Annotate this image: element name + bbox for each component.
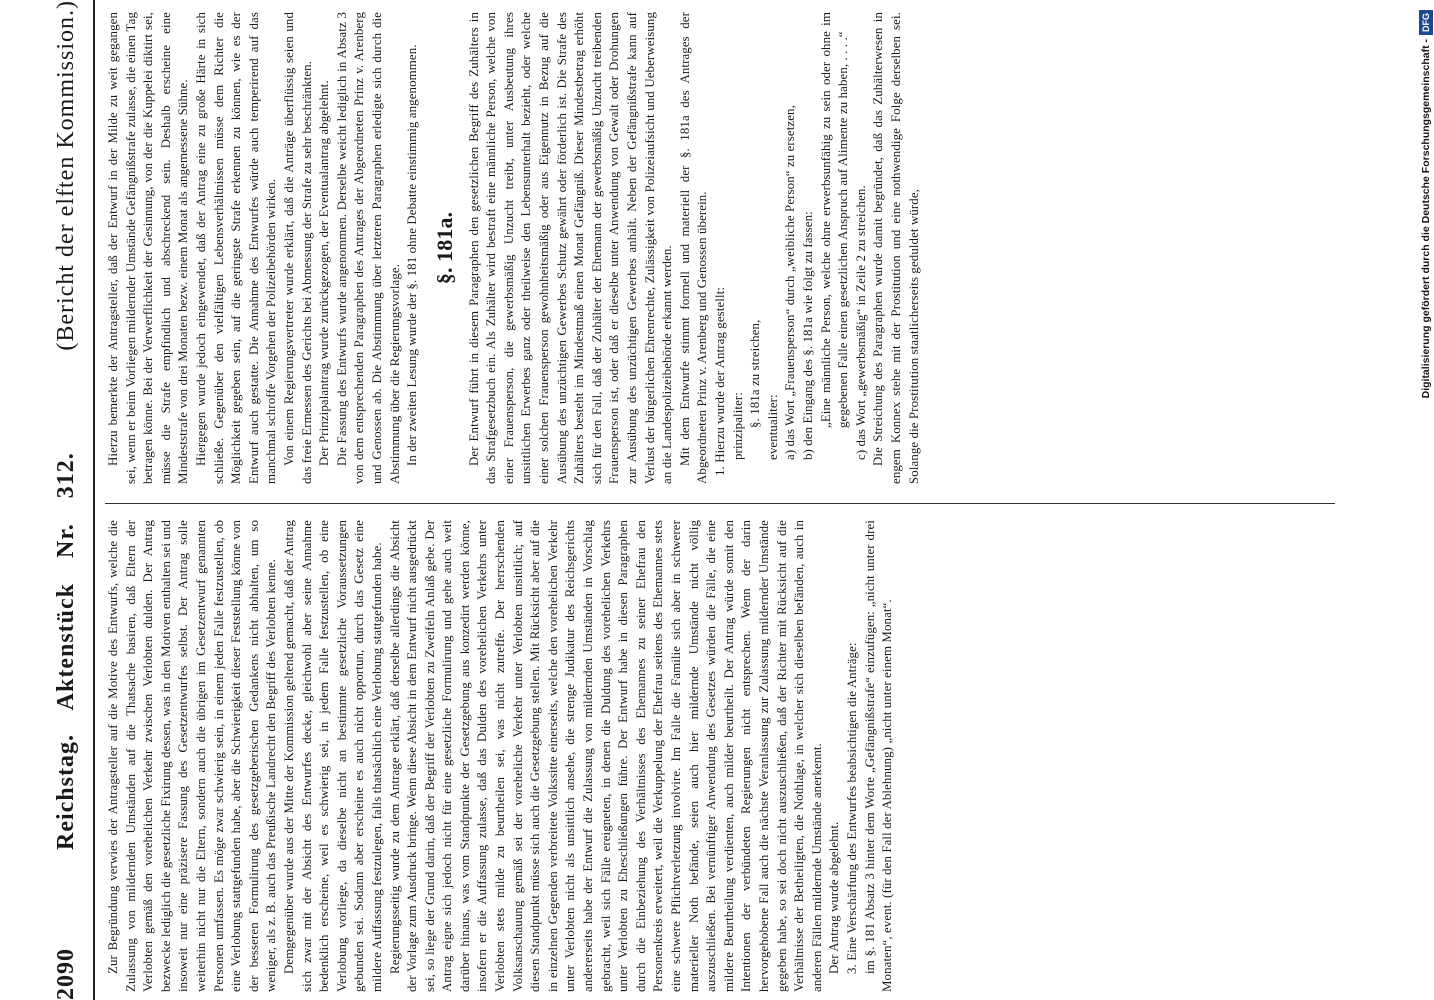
amendment-item-a: a) das Wort „Frauensperson“ durch „weibliche Person“ zu ersetzen, xyxy=(783,105,798,460)
prinzipaliter-label: prinzipaliter: xyxy=(730,392,745,460)
paragraph: Mit dem Entwurfe stimmt formell und materiell der §. 181a des Antrages der Abgeordneten Prinz v. Arenberg und Genossen überein. xyxy=(677,12,710,484)
paragraph: 3. Eine Verschärfung des Entwurfes beabsichtigen die Anträge: xyxy=(844,642,859,974)
page-header xyxy=(45,0,89,1000)
column-divider xyxy=(105,503,1335,504)
digitization-notice xyxy=(1419,10,1433,995)
header-rule xyxy=(93,0,95,1000)
digitization-text: Digitalisierung gefördert durch die Deutsche Forschungsgemeinschaft - xyxy=(1420,39,1432,399)
eventualiter-label: eventualiter: xyxy=(765,394,780,460)
paragraph: Die Streichung des Paragraphen wurde damit begründet, daß das Zuhälterwesen in engem Konnex stehe mit der Prostitution und eine nothwendige Folge derselben sei. Solange die Prostitution staatlicherseits geduldet würde, xyxy=(871,12,921,484)
paragraph: Demgegenüber wurde aus der Mitte der Kommission geltend gemacht, daß der Antrag sich zwar mit der Absicht des Entwurfes decke, gleichwohl aber seine Annahme bedenklich erscheine, weil es schwierig sei, in jedem Falle festzustellen, ob eine Verlobung vorliege, da dieselbe nicht an bestimmte gesetzliche Voraussetzungen gebunden sei. Sodann aber erscheine es auch nicht opportun, durch das Gesetz eine mildere Auffassung festzulegen, falls thatsächlich eine Verlobung stattgefunden habe. xyxy=(281,520,384,992)
right-column xyxy=(105,12,923,484)
digitization-text-wrapper xyxy=(1419,10,1433,995)
section-heading: §. 181a. xyxy=(431,211,457,285)
paragraph: im §. 181 Absatz 3 hinter dem Worte „Gefängnißstrafe“ einzufügen: „nicht unter drei Monaten“, event. (für den Fall der Ablehnung) „nicht unter einem Monat“. xyxy=(862,520,895,992)
paragraph: Die Fassung des Entwurfs wurde angenommen. Derselbe weicht lediglich in Absatz 3 von dem entsprechenden Paragraphen des Antrages der Abgeordneten Prinz v. Arenberg und Genossen ab. Die Abstimmung über letzteren Paragraphen erledigte sich durch die Abstimmung über die Regierungsvorlage. xyxy=(334,12,402,484)
paragraph: Zur Begründung verwies der Antragsteller auf die Motive des Entwurfs, welche die Zulassung von mildernden Umständen auf die Thatsache basiren, daß Eltern der Verlobten gemäß den vorehelichen Verkehr zwischen Verlobten dulden. Der Antrag bezwecke lediglich die gesetzliche Fixirung dessen, was in den Motiven enthalten sei und insoweit nur eine präzisere Fassung des Gesetzentwurfes selbst. Der Antrag solle weiterhin nicht nur die Eltern, sondern auch die übrigen im Gesetzentwurf genannten Personen umfassen. Es möge zwar schwierig sein, in einem jeden Falle festzustellen, ob eine Verlobung stattgefunden habe, aber die Schwierigkeit dieser Feststellung könne von der besseren Formulirung des gesetzgeberischen Gedankens nicht abhalten, um so weniger, als z. B. auch das Preußische Landrecht den Begriff des Verlobten kenne. xyxy=(106,520,279,992)
amendment-item-b: b) den Eingang des §. 181a wie folgt zu fassen: xyxy=(800,211,815,460)
paragraph: Hierzu bemerkte der Antragsteller, daß der Entwurf in der Milde zu weit gegangen sei, wenn er beim Vorliegen mildernder Umstände Gefängnißstrafe zulasse, die einen Tag betragen könne. Bei der Verwerflichkeit der Gesinnung, von der die Kuppelei diktirt sei, müsse die Strafe empfindlich und abschreckend sein. Deshalb erscheine eine Mindeststrafe von drei Monaten bezw. einem Monat als angemessene Sühne. xyxy=(106,12,191,484)
paragraph: In der zweiten Lesung wurde der §. 181 ohne Debatte einstimmig angenommen. xyxy=(405,44,420,466)
report-title: (Bericht der elften Kommission.) xyxy=(53,0,79,351)
paragraph: Hiergegen wurde jedoch eingewendet, daß der Antrag eine zu große Härte in sich schließe. Gegenüber den vielfältigen Lebensverhältnissen müsse dem Richter die Möglichkeit gegeben sein, auf die geringste Strafe erkennen zu können, wie es der Entwurf auch gestatte. Die Annahme des Entwurfes würde auch temperirend auf das manchmal schroffe Vorgehen der Polizeibehörden wirken. xyxy=(193,12,279,484)
paragraph: Von einem Regierungsvertreter wurde erklärt, daß die Anträge überflüssig seien und das freie Ermessen des Gerichts bei Abmessung der Strafe zu sehr beschränkten. xyxy=(281,12,314,484)
prinzipaliter-text: §. 181a zu streichen, xyxy=(748,319,763,428)
paragraph: Der Antrag wurde abgelehnt. xyxy=(827,821,842,974)
amendment-item-c: c) das Wort „gewerbsmäßig“ in Zeile 2 zu streichen. xyxy=(853,185,868,460)
paragraph: Regierungsseitig wurde zu dem Antrage erklärt, daß derselbe allerdings die Absicht der Vorlage zum Ausdruck bringe. Wenn diese Absicht in dem Entwurf nicht ausgedrückt sei, so liege der Grund darin, daß der Begriff der Verlobten zu Zweifeln Anlaß gebe. Der Antrag eigne sich jedoch nicht für eine gesetzliche Formulirung und gehe auch weit darüber hinaus, was vom Standpunkte der Gesetzgebung aus konzedirt werden könne, insofern er die Auffassung zulasse, daß das Dulden des vorehelichen Verkehrs unter Verlobten stets milde zu beurtheilen sei, was nicht zutreffe. Der herrschenden Volksanschauung gemäß sei der voreheliche Verkehr unter Verlobten unsittlich; auf diesen Standpunkt müsse sich auch die Gesetzgebung stellen. Mit Rücksicht aber auf die in einzelnen Gegenden verbreitete Volkssitte einerseits, welche den vorehelichen Verkehr unter Verlobten nicht als unsittlich ansehe, die strenge Judikatur des Reichsgerichts andererseits habe der Entwurf die Zulassung von mildernden Umständen in Vorschlag gebracht, weil sich Fälle ereigneten, in denen die Duldung des vorehelichen Verkehrs unter Verlobten zu Eheschließungen führe. Der Entwurf habe in diesen Paragraphen durch die Einbeziehung des Verhältnisses des Ehemannes zu seiner Ehefrau den Personenkreis erweitert, weil die Verkuppelung der Ehefrau seitens des Ehemannes stets eine schwere Pflichtverletzung involvire. Im Falle die Familie sich aber in schwerer materieller Noth befände, seien auch hier mildernde Umstände nicht völlig auszuschließen. Bei vernünftiger Anwendung des Gesetzes würden die Fälle, die eine mildere Beurtheilung verdienten, auch milder beurtheilt. Der Antrag würde somit den Intentionen der verbündeten Regierungen nicht entsprechen. Wenn der darin hervorgehobene Fall auch die nächste Veranlassung zur Zulassung mildernder Umstände gegeben habe, so sei doch nicht auszuschließen, daß der Richter mit Rücksicht auf die Verhältnisse der Betheiligten, die Nothlage, in welcher sich dieselben befänden, auch in anderen Fällen mildernde Umstände anerkennt. xyxy=(387,520,824,992)
amendment-intro: 1. Hierzu wurde der Antrag gestellt: xyxy=(713,286,727,476)
left-column xyxy=(105,520,897,992)
document-page xyxy=(45,0,1400,1000)
page-number: 2090 xyxy=(53,948,79,1000)
paragraph: Der Prinzipalantrag wurde zurückgezogen, der Eventualantrag abgelehnt. xyxy=(317,80,332,466)
paragraph: Der Entwurf führt in diesem Paragraphen den gesetzlichen Begriff des Zuhälters in das Strafgesetzbuch ein. Als Zuhälter wird bestraft eine männliche Person, welche von einer Frauensperson, die gewerbsmäßig Unzucht treibt, unter Ausbeutung ihres unsittlichen Erwerbes ganz oder theilweise den Lebensunterhalt bezieht, oder welche einer solchen Frauensperson gewohnheitsmäßig oder aus Eigennutz in Bezug auf die Ausübung des unzüchtigen Gewerbes Schutz gewährt oder förderlich ist. Die Strafe des Zuhälters besteht im Mindestmaß einen Monat Gefängniß. Dieser Mindestbetrag erhöht sich für den Fall, daß der Zuhälter der Ehemann der gewerbsmäßig Unzucht treibenden Frauensperson ist, oder daß er dieselbe unter Anwendung von Gewalt oder Drohungen zur Ausübung des unzüchtigen Gewerbes anhält. Neben der Gefängnißstrafe kann auf Verlust der bürgerlichen Ehrenrechte, Zulässigkeit von Polizeiaufsicht und Ueberweisung an die Landespolizeibehörde erkannt werden. xyxy=(466,12,675,484)
dfg-logo: DFG xyxy=(1419,10,1433,35)
amendment-item-b-quote: „Eine männliche Person, welche ohne erwerbsunfähig zu sein oder ohne im gegebenen Falle einen gesetzlichen Anspruch auf Alimente zu haben, . . . .“ xyxy=(818,12,851,428)
document-title: Reichstag. Aktenstück Nr. 312. xyxy=(53,452,79,850)
